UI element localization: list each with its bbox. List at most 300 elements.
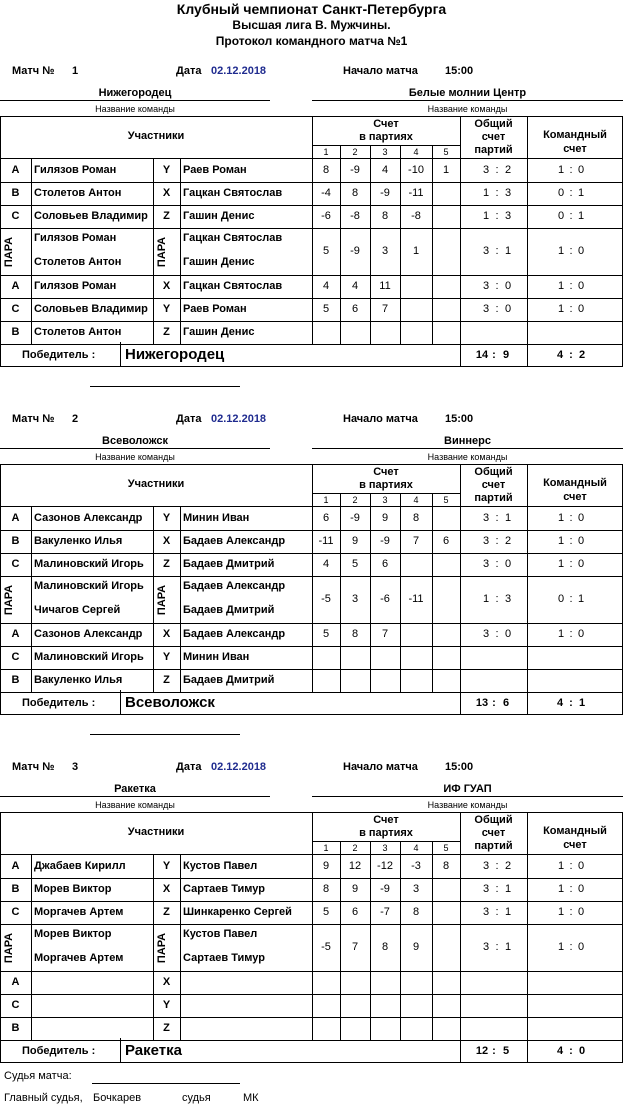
pair-label-right: ПАРА — [156, 932, 169, 964]
team-score-left: 1 — [557, 512, 565, 524]
set-score: 6 — [351, 303, 359, 315]
player-letter-left: B — [11, 326, 20, 338]
total-sets-right: 3 — [504, 210, 512, 222]
grid-line-v — [31, 158, 32, 344]
total-sets-left: 3 — [482, 245, 490, 257]
chief-judge-name: Бочкарев — [93, 1092, 142, 1104]
set-score: 8 — [322, 883, 330, 895]
set-score: 8 — [381, 941, 389, 953]
set-score: -11 — [408, 593, 424, 605]
team-score-colon: : — [569, 280, 573, 292]
team-left-name: Нижегородец — [98, 87, 172, 99]
winner-team: Нижегородец — [125, 346, 225, 363]
grid-line-h — [90, 734, 240, 735]
match-number: 1 — [72, 65, 79, 77]
total-sets-sum-right: 6 — [502, 697, 510, 709]
set-score: 8 — [351, 187, 359, 199]
player-letter-right: X — [162, 187, 171, 199]
set-score: 9 — [412, 941, 420, 953]
set-number: 2 — [352, 495, 358, 505]
player-left: Малиновский Игорь — [34, 651, 144, 663]
total-sets-right: 3 — [504, 187, 512, 199]
player-right: Гашин Денис — [183, 210, 255, 222]
match-judge-label: Судья матча: — [4, 1070, 72, 1082]
player-letter-right: Y — [162, 651, 171, 663]
player-letter-right: X — [162, 976, 171, 988]
player-left: Малиновский Игорь — [34, 558, 144, 570]
team-score-right: 1 — [577, 593, 585, 605]
set-score: 8 — [322, 164, 330, 176]
player-letter-right: Z — [163, 1022, 170, 1034]
team-score-sum-left: 4 — [556, 1045, 564, 1057]
team-score-left: 1 — [557, 906, 565, 918]
team-left-name: Всеволожск — [102, 435, 168, 447]
protocol-title: Протокол командного матча №1 — [215, 34, 408, 48]
set-score: 7 — [412, 535, 420, 547]
set-score: 7 — [381, 303, 389, 315]
player-right: Гацкан Святослав — [183, 187, 283, 199]
grid-line-v — [527, 464, 528, 714]
team-score-right: 0 — [577, 558, 585, 570]
player-right: Кустов Павел — [183, 860, 258, 872]
team-score-sum-right: 1 — [578, 697, 586, 709]
set-number: 4 — [413, 495, 419, 505]
set-number: 3 — [382, 843, 388, 853]
team-score-left: 0 — [557, 187, 565, 199]
team-right-name: Белые молнии Центр — [408, 87, 527, 99]
total-sets-right: 0 — [504, 303, 512, 315]
team-score-sum-left: 4 — [556, 349, 564, 361]
set-score: 8 — [412, 512, 420, 524]
team-score-colon: : — [569, 860, 573, 872]
team-score-left: 0 — [557, 210, 565, 222]
grid-line-v — [153, 158, 154, 344]
team-left-caption: Название команды — [95, 800, 175, 810]
start-label: Начало матча — [343, 761, 418, 773]
grid-line-v — [153, 854, 154, 1040]
total-sets-colon: : — [495, 628, 499, 640]
total-sets-left: 1 — [482, 593, 490, 605]
player-letter-left: B — [11, 1022, 20, 1034]
total-sets-colon: : — [495, 512, 499, 524]
pair-label-left: ПАРА — [3, 584, 16, 616]
set-score: 5 — [351, 558, 359, 570]
score-header-2: в партиях — [359, 131, 413, 143]
player-right: Сартаев Тимур — [183, 883, 265, 895]
match-start-time: 15:00 — [445, 761, 474, 773]
player-letter-left: C — [11, 303, 20, 315]
grid-line-v — [370, 841, 371, 1040]
grid-line-v — [400, 841, 401, 1040]
player-letter-right: Z — [163, 326, 170, 338]
total-sets-left: 3 — [482, 535, 490, 547]
set-score: -6 — [380, 593, 390, 605]
player-right: Шинкаренко Сергей — [183, 906, 292, 918]
team-score-colon: : — [569, 558, 573, 570]
player-right: Бадаев Дмитрий — [183, 604, 275, 616]
total-sets-right: 1 — [504, 883, 512, 895]
grid-line-v — [120, 342, 121, 366]
match-number: 3 — [72, 761, 79, 773]
total-sets-right: 1 — [504, 245, 512, 257]
winner-team: Всеволожск — [125, 694, 215, 711]
total-sets-colon: : — [495, 303, 499, 315]
team-score-sum-colon: : — [569, 697, 573, 709]
total-sets-right: 0 — [504, 558, 512, 570]
set-score: -9 — [350, 164, 360, 176]
grid-line-v — [432, 493, 433, 692]
grid-line-v — [340, 493, 341, 692]
grid-line-v — [527, 812, 528, 1062]
match-block-2 — [0, 410, 623, 758]
team-score-right: 1 — [577, 210, 585, 222]
set-number: 1 — [323, 147, 329, 157]
set-score: -7 — [380, 906, 390, 918]
set-number: 3 — [382, 147, 388, 157]
grid-line-v — [180, 854, 181, 1040]
set-number: 2 — [352, 843, 358, 853]
set-number: 3 — [382, 495, 388, 505]
grid-line-h — [312, 841, 460, 842]
team-score-left: 1 — [557, 860, 565, 872]
match-date: 02.12.2018 — [211, 761, 267, 773]
player-letter-left: B — [11, 883, 20, 895]
player-letter-right: Y — [162, 164, 171, 176]
total-sets-right: 0 — [504, 280, 512, 292]
total-header-2: счет — [481, 827, 506, 839]
total-sets-right: 2 — [504, 860, 512, 872]
score-header-1: Счет — [373, 466, 399, 478]
player-left: Чичагов Сергей — [34, 604, 121, 616]
team-score-colon: : — [569, 512, 573, 524]
team-left-name: Ракетка — [114, 783, 156, 795]
grid-line-v — [400, 145, 401, 344]
set-number: 5 — [443, 495, 449, 505]
set-score: 6 — [322, 512, 330, 524]
winner-label: Победитель : — [22, 697, 96, 709]
set-score: 8 — [442, 860, 450, 872]
set-score: 9 — [351, 883, 359, 895]
set-score: 11 — [379, 280, 391, 292]
league-subtitle: Высшая лига В. Мужчины. — [232, 18, 391, 32]
set-score: -9 — [380, 187, 390, 199]
player-letter-left: C — [11, 651, 20, 663]
set-score: 8 — [381, 210, 389, 222]
set-score: -12 — [377, 860, 393, 872]
team-score-left: 1 — [557, 628, 565, 640]
team-left-caption: Название команды — [95, 104, 175, 114]
set-score: 5 — [322, 628, 330, 640]
player-letter-left: A — [11, 280, 20, 292]
team-score-right: 1 — [577, 187, 585, 199]
grid-line-h — [312, 493, 460, 494]
team-score-left: 0 — [557, 593, 565, 605]
set-number: 1 — [323, 843, 329, 853]
player-letter-left: A — [11, 976, 20, 988]
player-letter-left: C — [11, 558, 20, 570]
date-label: Дата — [176, 65, 202, 77]
total-sets-left: 3 — [482, 512, 490, 524]
player-left: Вакуленко Илья — [34, 535, 123, 547]
set-score: 7 — [381, 628, 389, 640]
pair-label-right: ПАРА — [156, 584, 169, 616]
set-score: 3 — [412, 883, 420, 895]
player-letter-left: B — [11, 535, 20, 547]
total-sets-left: 3 — [482, 906, 490, 918]
total-sets-right: 2 — [504, 535, 512, 547]
player-left: Сазонов Александр — [34, 512, 143, 524]
team-score-colon: : — [569, 883, 573, 895]
player-letter-right: X — [162, 628, 171, 640]
total-sets-colon: : — [495, 883, 499, 895]
grid-line-h — [0, 1062, 623, 1063]
team-score-sum-right: 2 — [578, 349, 586, 361]
total-sets-right: 3 — [504, 593, 512, 605]
player-right: Кустов Павел — [183, 928, 258, 940]
player-letter-right: X — [162, 883, 171, 895]
team-right-caption: Название команды — [427, 452, 508, 462]
set-score: -9 — [350, 512, 360, 524]
player-right: Раев Роман — [183, 303, 247, 315]
grid-line-v — [340, 145, 341, 344]
set-score: -5 — [321, 941, 331, 953]
player-right: Гацкан Святослав — [183, 280, 283, 292]
score-header-1: Счет — [373, 118, 399, 130]
team-score-colon: : — [569, 164, 573, 176]
player-letter-right: X — [162, 535, 171, 547]
grid-line-h — [0, 714, 623, 715]
total-sets-left: 3 — [482, 941, 490, 953]
grid-line-v — [460, 116, 461, 366]
player-letter-right: Z — [163, 674, 170, 686]
grid-line-v — [0, 116, 1, 366]
set-score: -5 — [321, 593, 331, 605]
team-right-caption: Название команды — [427, 800, 508, 810]
set-number: 5 — [443, 843, 449, 853]
set-number: 4 — [413, 147, 419, 157]
total-header-1: Общий — [474, 814, 513, 826]
grid-line-v — [460, 812, 461, 1062]
total-sets-left: 3 — [482, 303, 490, 315]
team-score-sum-colon: : — [569, 1045, 573, 1057]
total-sets-sum-right: 5 — [502, 1045, 510, 1057]
team-score-colon: : — [569, 245, 573, 257]
participants-header: Участники — [127, 130, 185, 142]
grid-line-h — [0, 366, 623, 367]
pair-label-right: ПАРА — [156, 236, 169, 268]
team-score-right: 0 — [577, 164, 585, 176]
grid-line-v — [180, 506, 181, 692]
set-score: 9 — [351, 535, 359, 547]
team-right-caption: Название команды — [427, 104, 508, 114]
set-score: 12 — [348, 860, 362, 872]
total-header-2: счет — [481, 131, 506, 143]
team-score-left: 1 — [557, 280, 565, 292]
team-right-name: ИФ ГУАП — [443, 783, 492, 795]
total-sets-sum-left: 12 — [475, 1045, 489, 1057]
match-start-time: 15:00 — [445, 413, 474, 425]
player-left: Морев Виктор — [34, 883, 112, 895]
total-sets-left: 3 — [482, 280, 490, 292]
set-score: 4 — [322, 280, 330, 292]
total-sets-right: 1 — [504, 906, 512, 918]
grid-line-v — [120, 1038, 121, 1062]
team-score-right: 0 — [577, 628, 585, 640]
total-sets-colon: : — [495, 164, 499, 176]
total-sets-colon: : — [495, 860, 499, 872]
total-sets-right: 1 — [504, 512, 512, 524]
set-number: 5 — [443, 147, 449, 157]
set-score: 4 — [351, 280, 359, 292]
player-left: Гилязов Роман — [34, 164, 117, 176]
total-header-1: Общий — [474, 466, 513, 478]
grid-line-v — [180, 158, 181, 344]
total-header-1: Общий — [474, 118, 513, 130]
pair-label-left: ПАРА — [3, 236, 16, 268]
team-score-colon: : — [569, 906, 573, 918]
grid-line-v — [527, 116, 528, 366]
start-label: Начало матча — [343, 413, 418, 425]
player-right: Бадаев Александр — [183, 628, 286, 640]
set-score: 8 — [412, 906, 420, 918]
player-letter-right: Z — [163, 558, 170, 570]
match-number-label: Матч № — [12, 65, 55, 77]
player-right: Бадаев Дмитрий — [183, 674, 275, 686]
team-score-colon: : — [569, 535, 573, 547]
judge-word: судья — [182, 1092, 211, 1104]
player-letter-right: Z — [163, 906, 170, 918]
player-letter-left: A — [11, 164, 20, 176]
team-score-header-1: Командный — [543, 129, 607, 141]
set-score: -8 — [411, 210, 421, 222]
total-sets-left: 3 — [482, 558, 490, 570]
set-score: 8 — [351, 628, 359, 640]
team-score-left: 1 — [557, 941, 565, 953]
total-sets-left: 1 — [482, 187, 490, 199]
team-score-right: 0 — [577, 860, 585, 872]
team-score-right: 0 — [577, 245, 585, 257]
total-sets-colon: : — [495, 906, 499, 918]
team-left-caption: Название команды — [95, 452, 175, 462]
grid-line-v — [120, 690, 121, 714]
player-letter-right: Y — [162, 860, 171, 872]
total-sets-colon: : — [495, 941, 499, 953]
grid-line-h — [0, 1040, 623, 1041]
total-sets-right: 0 — [504, 628, 512, 640]
set-score: 6 — [381, 558, 389, 570]
grid-line-v — [31, 854, 32, 1040]
player-right: Гашин Денис — [183, 256, 255, 268]
player-left: Столетов Антон — [34, 187, 122, 199]
match-date: 02.12.2018 — [211, 413, 267, 425]
player-left: Столетов Антон — [34, 256, 122, 268]
pair-label-left: ПАРА — [3, 932, 16, 964]
player-left: Джабаев Кирилл — [34, 860, 126, 872]
set-score: 3 — [381, 245, 389, 257]
team-score-colon: : — [569, 941, 573, 953]
grid-line-h — [312, 448, 623, 449]
player-right: Минин Иван — [183, 651, 250, 663]
set-score: 3 — [351, 593, 359, 605]
team-score-right: 0 — [577, 512, 585, 524]
total-header-3: партий — [474, 144, 513, 156]
player-right: Бадаев Дмитрий — [183, 558, 275, 570]
match-number: 2 — [72, 413, 79, 425]
player-letter-left: A — [11, 628, 20, 640]
team-score-colon: : — [569, 628, 573, 640]
set-score: -8 — [350, 210, 360, 222]
grid-line-v — [340, 841, 341, 1040]
team-score-right: 0 — [577, 906, 585, 918]
grid-line-v — [31, 506, 32, 692]
date-label: Дата — [176, 413, 202, 425]
total-sets-left: 3 — [482, 883, 490, 895]
team-score-colon: : — [569, 593, 573, 605]
grid-line-v — [153, 506, 154, 692]
grid-line-v — [0, 464, 1, 714]
set-score: 4 — [381, 164, 389, 176]
total-sets-sum-colon: : — [492, 349, 496, 361]
grid-line-v — [460, 464, 461, 714]
team-score-header-1: Командный — [543, 825, 607, 837]
match-start-time: 15:00 — [445, 65, 474, 77]
grid-line-h — [312, 796, 623, 797]
winner-label: Победитель : — [22, 349, 96, 361]
player-left: Малиновский Игорь — [34, 580, 144, 592]
player-left: Моргачев Артем — [34, 906, 124, 918]
player-left: Соловьев Владимир — [34, 303, 148, 315]
set-number: 1 — [323, 495, 329, 505]
team-right-name: Виннерс — [444, 435, 491, 447]
player-right: Минин Иван — [183, 512, 250, 524]
winner-team: Ракетка — [125, 1042, 182, 1059]
team-score-right: 0 — [577, 883, 585, 895]
total-sets-colon: : — [495, 535, 499, 547]
set-score: 6 — [442, 535, 450, 547]
grid-line-h — [0, 100, 270, 101]
total-sets-sum-colon: : — [492, 697, 496, 709]
set-score: -9 — [380, 535, 390, 547]
team-score-sum-colon: : — [569, 349, 573, 361]
set-score: -4 — [321, 187, 331, 199]
total-sets-sum-left: 14 — [475, 349, 489, 361]
team-score-header-2: счет — [563, 839, 587, 851]
team-score-header-1: Командный — [543, 477, 607, 489]
winner-label: Победитель : — [22, 1045, 96, 1057]
match-date: 02.12.2018 — [211, 65, 267, 77]
total-sets-left: 1 — [482, 210, 490, 222]
set-score: 5 — [322, 245, 330, 257]
player-left: Гилязов Роман — [34, 280, 117, 292]
match-number-label: Матч № — [12, 761, 55, 773]
total-header-3: партий — [474, 492, 513, 504]
grid-line-v — [432, 841, 433, 1040]
chief-judge-label: Главный судья, — [4, 1092, 83, 1104]
total-sets-sum-right: 9 — [502, 349, 510, 361]
total-sets-sum-colon: : — [492, 1045, 496, 1057]
set-score: 9 — [381, 512, 389, 524]
player-letter-left: C — [11, 906, 20, 918]
date-label: Дата — [176, 761, 202, 773]
set-score: 7 — [351, 941, 359, 953]
team-score-right: 0 — [577, 303, 585, 315]
grid-line-v — [370, 493, 371, 692]
set-score: -9 — [350, 245, 360, 257]
set-score: -3 — [411, 860, 421, 872]
grid-line-h — [0, 692, 623, 693]
grid-line-h — [0, 344, 623, 345]
player-letter-left: B — [11, 187, 20, 199]
